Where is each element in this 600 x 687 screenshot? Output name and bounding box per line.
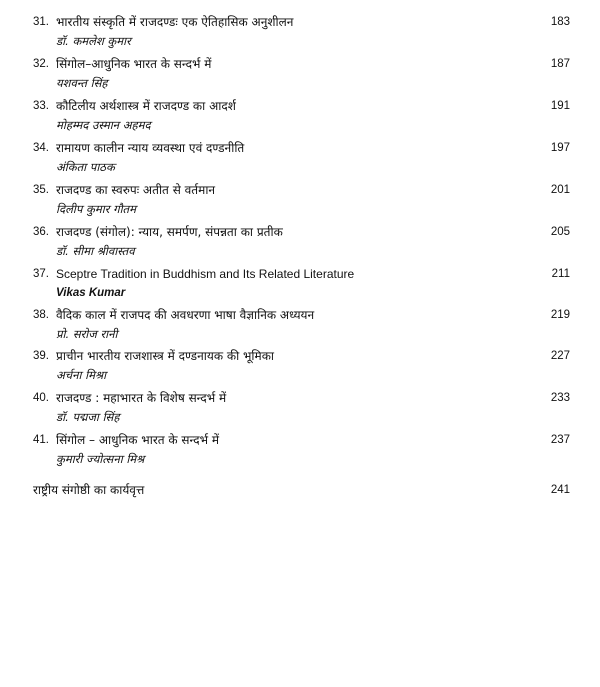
entry-page-number: 201 [550, 184, 570, 196]
entry-number: 40. [33, 392, 49, 404]
entry-title: भारतीय संस्कृति में राजदण्डः एक ऐतिहासिक अनुशीलन [56, 15, 294, 29]
entry-number: 33. [33, 100, 49, 112]
entry-number: 35. [33, 184, 49, 196]
entry-number: 39. [33, 350, 49, 362]
entry-page-number: 205 [550, 226, 570, 238]
entry-author: अर्चना मिश्रा [56, 368, 107, 382]
entry-title: प्राचीन भारतीय राजशास्त्र में दण्डनायक की भूमिका [56, 349, 275, 363]
entry-title: वैदिक काल में राजपद की अवधरणा भाषा वैज्ञानिक अध्ययन [56, 308, 315, 322]
entry-author: अंकिता पाठक [56, 160, 115, 174]
entry-number: 41. [33, 434, 49, 446]
entry-page-number: 233 [550, 392, 570, 404]
entry-page-number: 187 [550, 58, 570, 70]
entry-title: राजदण्ड : महाभारत के विशेष सन्दर्भ में [56, 391, 227, 405]
entry-title: कौटिलीय अर्थशास्त्र में राजदण्ड का आदर्श [56, 99, 236, 113]
entry-page-number: 227 [550, 350, 570, 362]
entry-author: दिलीप कुमार गौतम [56, 202, 136, 216]
entry-title: राजदण्ड का स्वरुपः अतीत से वर्तमान [56, 183, 216, 197]
entry-page-number: 241 [550, 484, 570, 496]
entry-author: डॉ. सीमा श्रीवास्तव [56, 244, 135, 258]
entry-page-number: 211 [551, 268, 570, 280]
entry-number: 37. [33, 268, 49, 280]
entry-author: डॉ. पद्मजा सिंह [56, 410, 120, 424]
entry-author: प्रो. सरोज रानी [56, 327, 118, 341]
entry-title: सिंगोल–आधुनिक भारत के सन्दर्भ में [56, 57, 212, 71]
entry-number: 32. [33, 58, 49, 70]
entry-author: डॉ. कमलेश कुमार [56, 34, 131, 48]
entry-page-number: 219 [550, 309, 570, 321]
entry-page-number: 237 [550, 434, 570, 446]
entry-number: 38. [33, 309, 49, 321]
entry-title: रामायण कालीन न्याय व्यवस्था एवं दण्डनीति [56, 141, 245, 155]
entry-page-number: 197 [550, 142, 570, 154]
entry-title: Sceptre Tradition in Buddhism and Its Related Literature [56, 267, 355, 281]
entry-author: मोहम्मद उस्मान अहमद [56, 118, 151, 132]
entry-title: सिंगोल – आधुनिक भारत के सन्दर्भ में [56, 433, 220, 447]
entry-title: राजदण्ड (संगोल): न्याय, समर्पण, संपन्नता का प्रतीक [56, 225, 283, 239]
entry-number: 34. [33, 142, 49, 154]
entry-author: कुमारी ज्योत्सना मिश्र [56, 452, 145, 466]
entry-page-number: 191 [550, 100, 570, 112]
entry-number: 31. [33, 16, 49, 28]
entry-author: Vikas Kumar [56, 287, 126, 299]
entry-page-number: 183 [550, 16, 570, 28]
entry-author: यशवन्त सिंह [56, 76, 108, 90]
entry-number: 36. [33, 226, 49, 238]
entry-title: राष्ट्रीय संगोष्ठी का कार्यवृत्त [33, 483, 145, 497]
